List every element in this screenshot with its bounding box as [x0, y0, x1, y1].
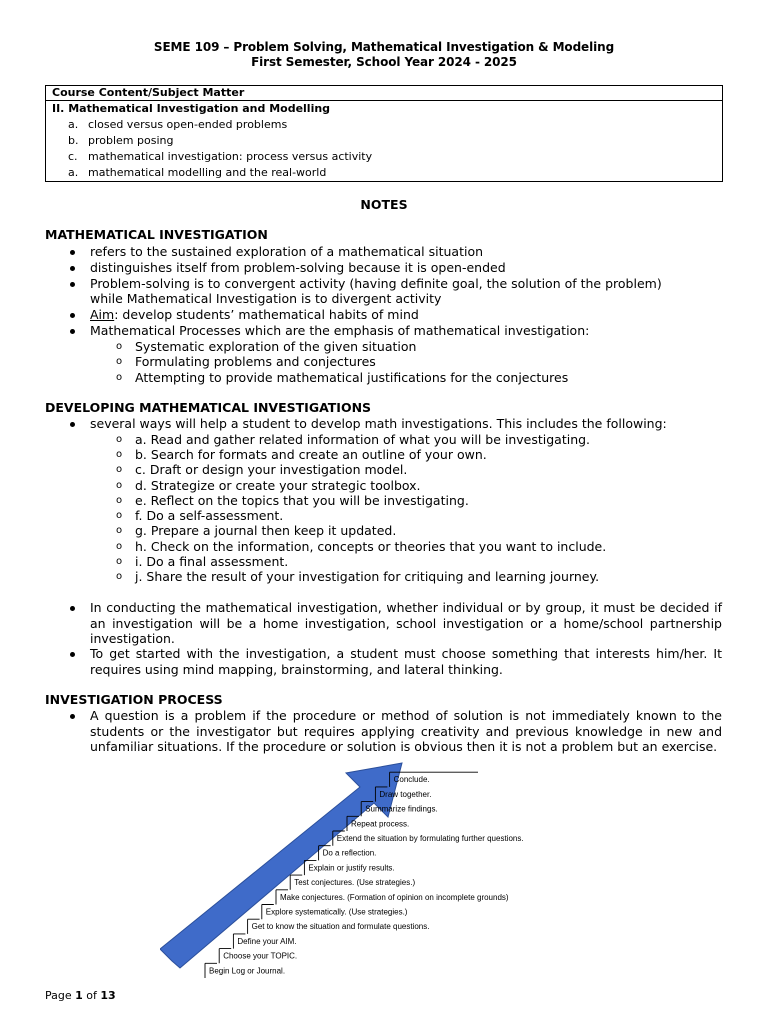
bullet-text: several ways will help a student to develop math investigations. This includes the following:	[90, 416, 667, 431]
document-title: SEME 109 – Problem Solving, Mathematical Investigation & Modeling	[153, 40, 615, 54]
course-topic-item: c. mathematical investigation: process versus activity	[68, 150, 373, 163]
sub-bullet-circle: o	[116, 525, 123, 536]
bullet-text: Mathematical Processes which are the emphasis of mathematical investigation:	[90, 323, 590, 338]
sub-bullet-text: j. Share the result of your investigation for critiquing and learning journey.	[135, 569, 600, 584]
sub-bullet-circle: o	[116, 510, 123, 521]
bullet-dot	[70, 282, 75, 287]
sub-bullet-text: a. Read and gather related information of what you will be investigating.	[135, 432, 591, 447]
section-heading-investigation-process: INVESTIGATION PROCESS	[45, 692, 223, 707]
bullet-text: Problem-solving is to convergent activity (having definite goal, the solution of the problem)	[90, 276, 662, 291]
staircase-step-label: Conclude.	[393, 775, 430, 785]
sub-bullet-text: e. Reflect on the topics that you will be investigating.	[135, 493, 469, 508]
sub-bullet-circle: o	[116, 372, 123, 383]
course-table-header: Course Content/Subject Matter	[46, 86, 723, 101]
footer-page-word: Page	[45, 989, 72, 1002]
course-topic-item: a. closed versus open-ended problems	[68, 118, 288, 131]
notes-title: NOTES	[360, 197, 408, 212]
bullet-dot	[70, 606, 75, 611]
sub-bullet-text: Formulating problems and conjectures	[135, 354, 376, 369]
section-heading-mathematical-investigation: MATHEMATICAL INVESTIGATION	[45, 227, 268, 242]
sub-bullet-circle: o	[116, 571, 123, 582]
bullet-text: distinguishes itself from problem-solving because it is open-ended	[90, 260, 506, 275]
sub-bullet-circle: o	[116, 434, 123, 445]
sub-bullet-circle: o	[116, 495, 123, 506]
staircase-step-label: Repeat process.	[351, 819, 410, 829]
staircase-step-label: Choose your TOPIC.	[223, 951, 298, 961]
bullet-dot	[70, 714, 75, 719]
sub-bullet-text: g. Prepare a journal then keep it updated.	[135, 523, 397, 538]
staircase-step-label: Get to know the situation and formulate questions.	[251, 922, 430, 932]
course-table-body	[46, 101, 723, 182]
course-topic-item: a. mathematical modelling and the real-world	[68, 166, 327, 179]
staircase-step-label: Extend the situation by formulating further questions.	[336, 834, 524, 843]
sub-bullet-circle: o	[116, 356, 123, 367]
sub-bullet-text: d. Strategize or create your strategic toolbox.	[135, 478, 421, 493]
page-footer	[45, 989, 116, 1002]
sub-bullet-text: b. Search for formats and create an outline of your own.	[135, 447, 487, 462]
bullet-text: refers to the sustained exploration of a mathematical situation	[90, 244, 484, 259]
aim-label: Aim	[90, 307, 115, 322]
footer-of-word: of	[86, 989, 97, 1002]
sub-bullet-circle: o	[116, 464, 123, 475]
bullet-dot	[70, 266, 75, 271]
course-topic-item: b. problem posing	[68, 134, 174, 147]
footer-current-page: 1	[75, 989, 83, 1002]
staircase-step-label: Define your AIM.	[237, 936, 297, 946]
paragraph-getting-started: To get started with the investigation, a student must choose something that interests him/her. It requires using mind mapping, brainstorming, and lateral thinking.	[90, 646, 722, 677]
investigation-process-staircase	[160, 762, 580, 980]
document-subtitle: First Semester, School Year 2024 - 2025	[251, 55, 517, 69]
sub-bullet-text: c. Draft or design your investigation model.	[135, 462, 408, 477]
sub-bullet-text: Attempting to provide mathematical justifications for the conjectures	[135, 370, 569, 385]
staircase-step-label: Draw together.	[379, 789, 432, 799]
staircase-step-label: Do a reflection.	[322, 848, 377, 858]
bullet-dot	[70, 329, 75, 334]
course-topic-list	[52, 117, 716, 181]
staircase-step-label: Make conjectures. (Formation of opinion on incomplete grounds)	[280, 892, 509, 902]
staircase-step-label: Begin Log or Journal.	[209, 966, 286, 976]
sub-bullet-text: f. Do a self-assessment.	[135, 508, 284, 523]
bullet-text-continued: while Mathematical Investigation is to divergent activity	[90, 291, 442, 306]
sub-bullet-circle: o	[116, 480, 123, 491]
sub-bullet-text: Systematic exploration of the given situation	[135, 339, 417, 354]
bullet-dot	[70, 250, 75, 255]
course-section-title: II. Mathematical Investigation and Modelling	[52, 102, 331, 115]
sub-bullet-circle: o	[116, 541, 123, 552]
sub-bullet-circle: o	[116, 449, 123, 460]
bullet-dot	[70, 422, 75, 427]
staircase-step-label: Test conjectures. (Use strategies.)	[294, 878, 416, 888]
staircase-step-label: Explore systematically. (Use strategies.)	[265, 907, 408, 917]
sub-bullet-circle: o	[116, 556, 123, 567]
staircase-step-label: Summarize findings.	[365, 804, 438, 814]
bullet-dot	[70, 652, 75, 657]
section-heading-developing-investigations: DEVELOPING MATHEMATICAL INVESTIGATIONS	[45, 400, 372, 415]
sub-bullet-text: h. Check on the information, concepts or theories that you want to include.	[135, 539, 607, 554]
bullet-dot	[70, 313, 75, 318]
paragraph-conducting-investigation: In conducting the mathematical investigation, whether individual or by group, it must be decided if an investigation will be a home investigation, school investigation or a home/school partnership investigation.	[90, 600, 722, 646]
course-content-table	[45, 85, 723, 182]
staircase-step-label: Explain or justify results.	[308, 863, 395, 873]
bullet-text: Aim: develop students’ mathematical habits of mind	[90, 307, 419, 322]
footer-total-pages: 13	[100, 989, 116, 1002]
sub-bullet-circle: o	[116, 341, 123, 352]
paragraph-question-vs-problem: A question is a problem if the procedure or method of solution is not immediately known to the students or the investigator but requires applying creativity and previous knowledge in new and unfamiliar situations. If the procedure or solution is obvious then it is not a problem but an exercise.	[90, 708, 722, 754]
sub-bullet-text: i. Do a final assessment.	[135, 554, 289, 569]
